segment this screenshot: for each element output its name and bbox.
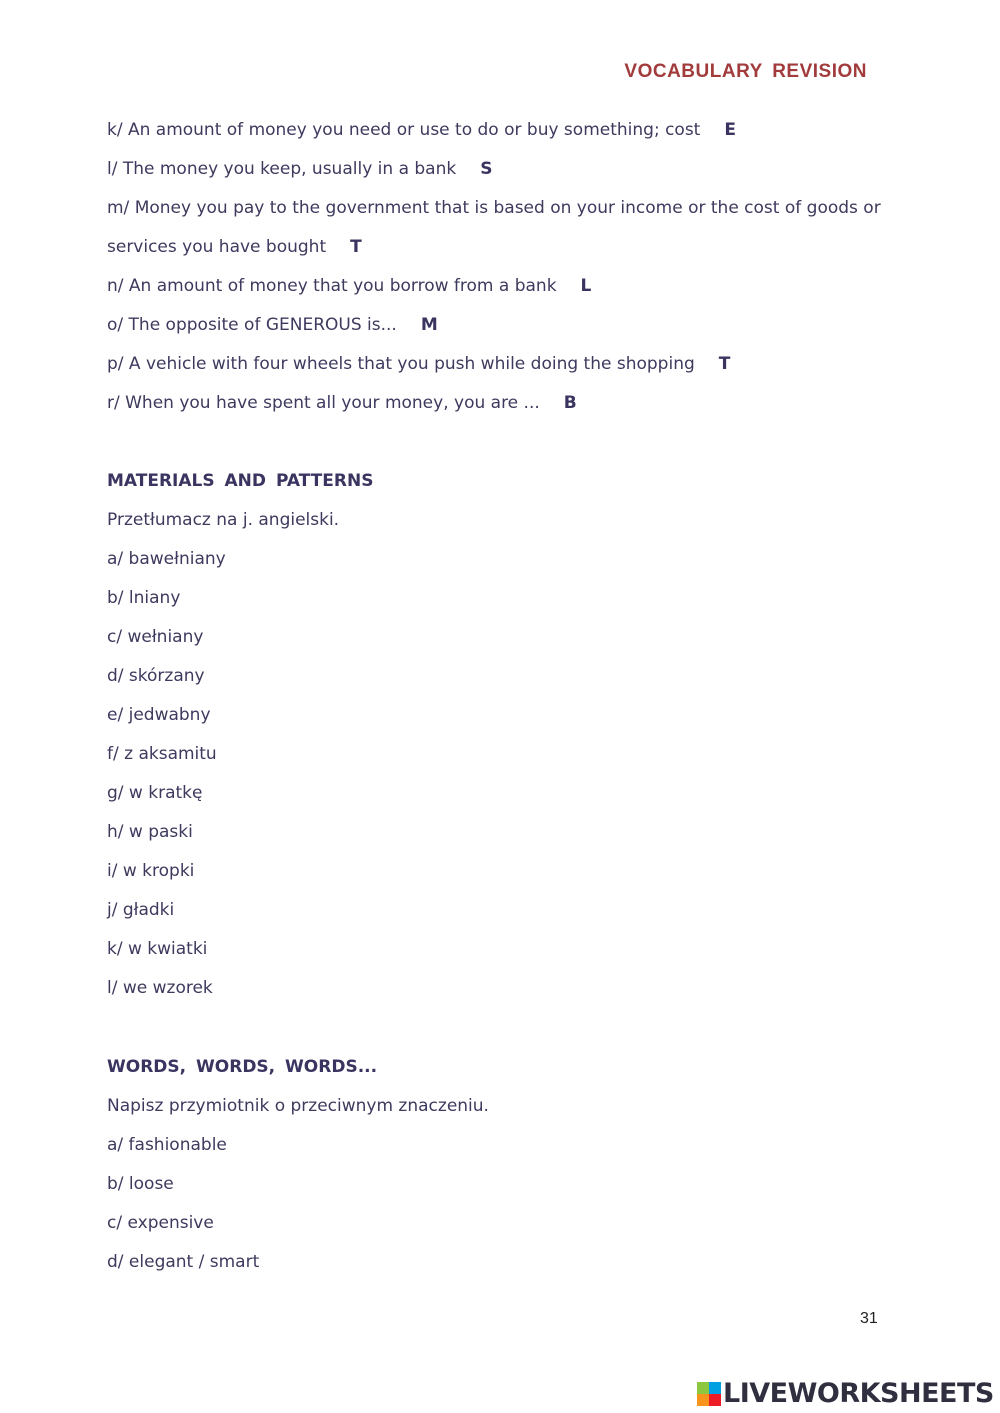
hint-letter: B: [563, 393, 577, 413]
word-item-d: d/ elegant / smart: [107, 1252, 260, 1272]
material-item-f: f/ z aksamitu: [107, 744, 217, 764]
pattern-item-h: h/ w paski: [107, 822, 193, 842]
definition-m: m/ Money you pay to the government that is based on your income or the cost of goods or: [107, 198, 881, 218]
material-item-b: b/ lniany: [107, 588, 181, 608]
material-item-c: c/ wełniany: [107, 627, 204, 647]
material-item-d: d/ skórzany: [107, 666, 205, 686]
definition-m-continued: services you have bought T: [107, 237, 362, 257]
hint-letter: E: [724, 120, 736, 140]
definition-l: l/ The money you keep, usually in a bank S: [107, 159, 493, 179]
hint-letter: M: [420, 315, 438, 335]
hint-letter: L: [580, 276, 592, 296]
section-instruction-words: Napisz przymiotnik o przeciwnym znaczeniu.: [107, 1096, 489, 1116]
pattern-item-j: j/ gładki: [107, 900, 175, 920]
section-heading-words: WORDS, WORDS, WORDS...: [107, 1057, 378, 1077]
hint-letter: T: [718, 354, 731, 374]
pattern-item-i: i/ w kropki: [107, 861, 195, 881]
definition-k: k/ An amount of money you need or use to do or buy something; cost E: [107, 120, 736, 140]
section-instruction-materials: Przetłumacz na j. angielski.: [107, 510, 340, 530]
hint-letter: T: [350, 237, 362, 257]
word-item-c: c/ expensive: [107, 1213, 214, 1233]
pattern-item-g: g/ w kratkę: [107, 783, 203, 803]
page-header-title: VOCABULARY REVISION: [624, 61, 867, 82]
pattern-item-k: k/ w kwiatki: [107, 939, 208, 959]
logo-icon-tile: [709, 1382, 721, 1394]
definition-r: r/ When you have spent all your money, you are ... B: [107, 393, 577, 413]
logo-text: LIVEWORKSHEETS: [723, 1378, 994, 1409]
logo-icon-tile: [697, 1394, 709, 1406]
logo-icon-tile: [709, 1394, 721, 1406]
material-item-a: a/ bawełniany: [107, 549, 226, 569]
word-item-a: a/ fashionable: [107, 1135, 227, 1155]
liveworksheets-logo-icon: [697, 1382, 721, 1406]
liveworksheets-logo: [697, 1378, 994, 1409]
word-item-b: b/ loose: [107, 1174, 174, 1194]
pattern-item-l: l/ we wzorek: [107, 978, 213, 998]
logo-icon-tile: [697, 1382, 709, 1394]
material-item-e: e/ jedwabny: [107, 705, 211, 725]
definition-n: n/ An amount of money that you borrow from a bank L: [107, 276, 592, 296]
hint-letter: S: [480, 159, 493, 179]
page-number: 31: [860, 1310, 878, 1327]
definition-p: p/ A vehicle with four wheels that you push while doing the shopping T: [107, 354, 731, 374]
section-heading-materials: MATERIALS AND PATTERNS: [107, 471, 374, 491]
definition-o: o/ The opposite of GENEROUS is... M: [107, 315, 438, 335]
